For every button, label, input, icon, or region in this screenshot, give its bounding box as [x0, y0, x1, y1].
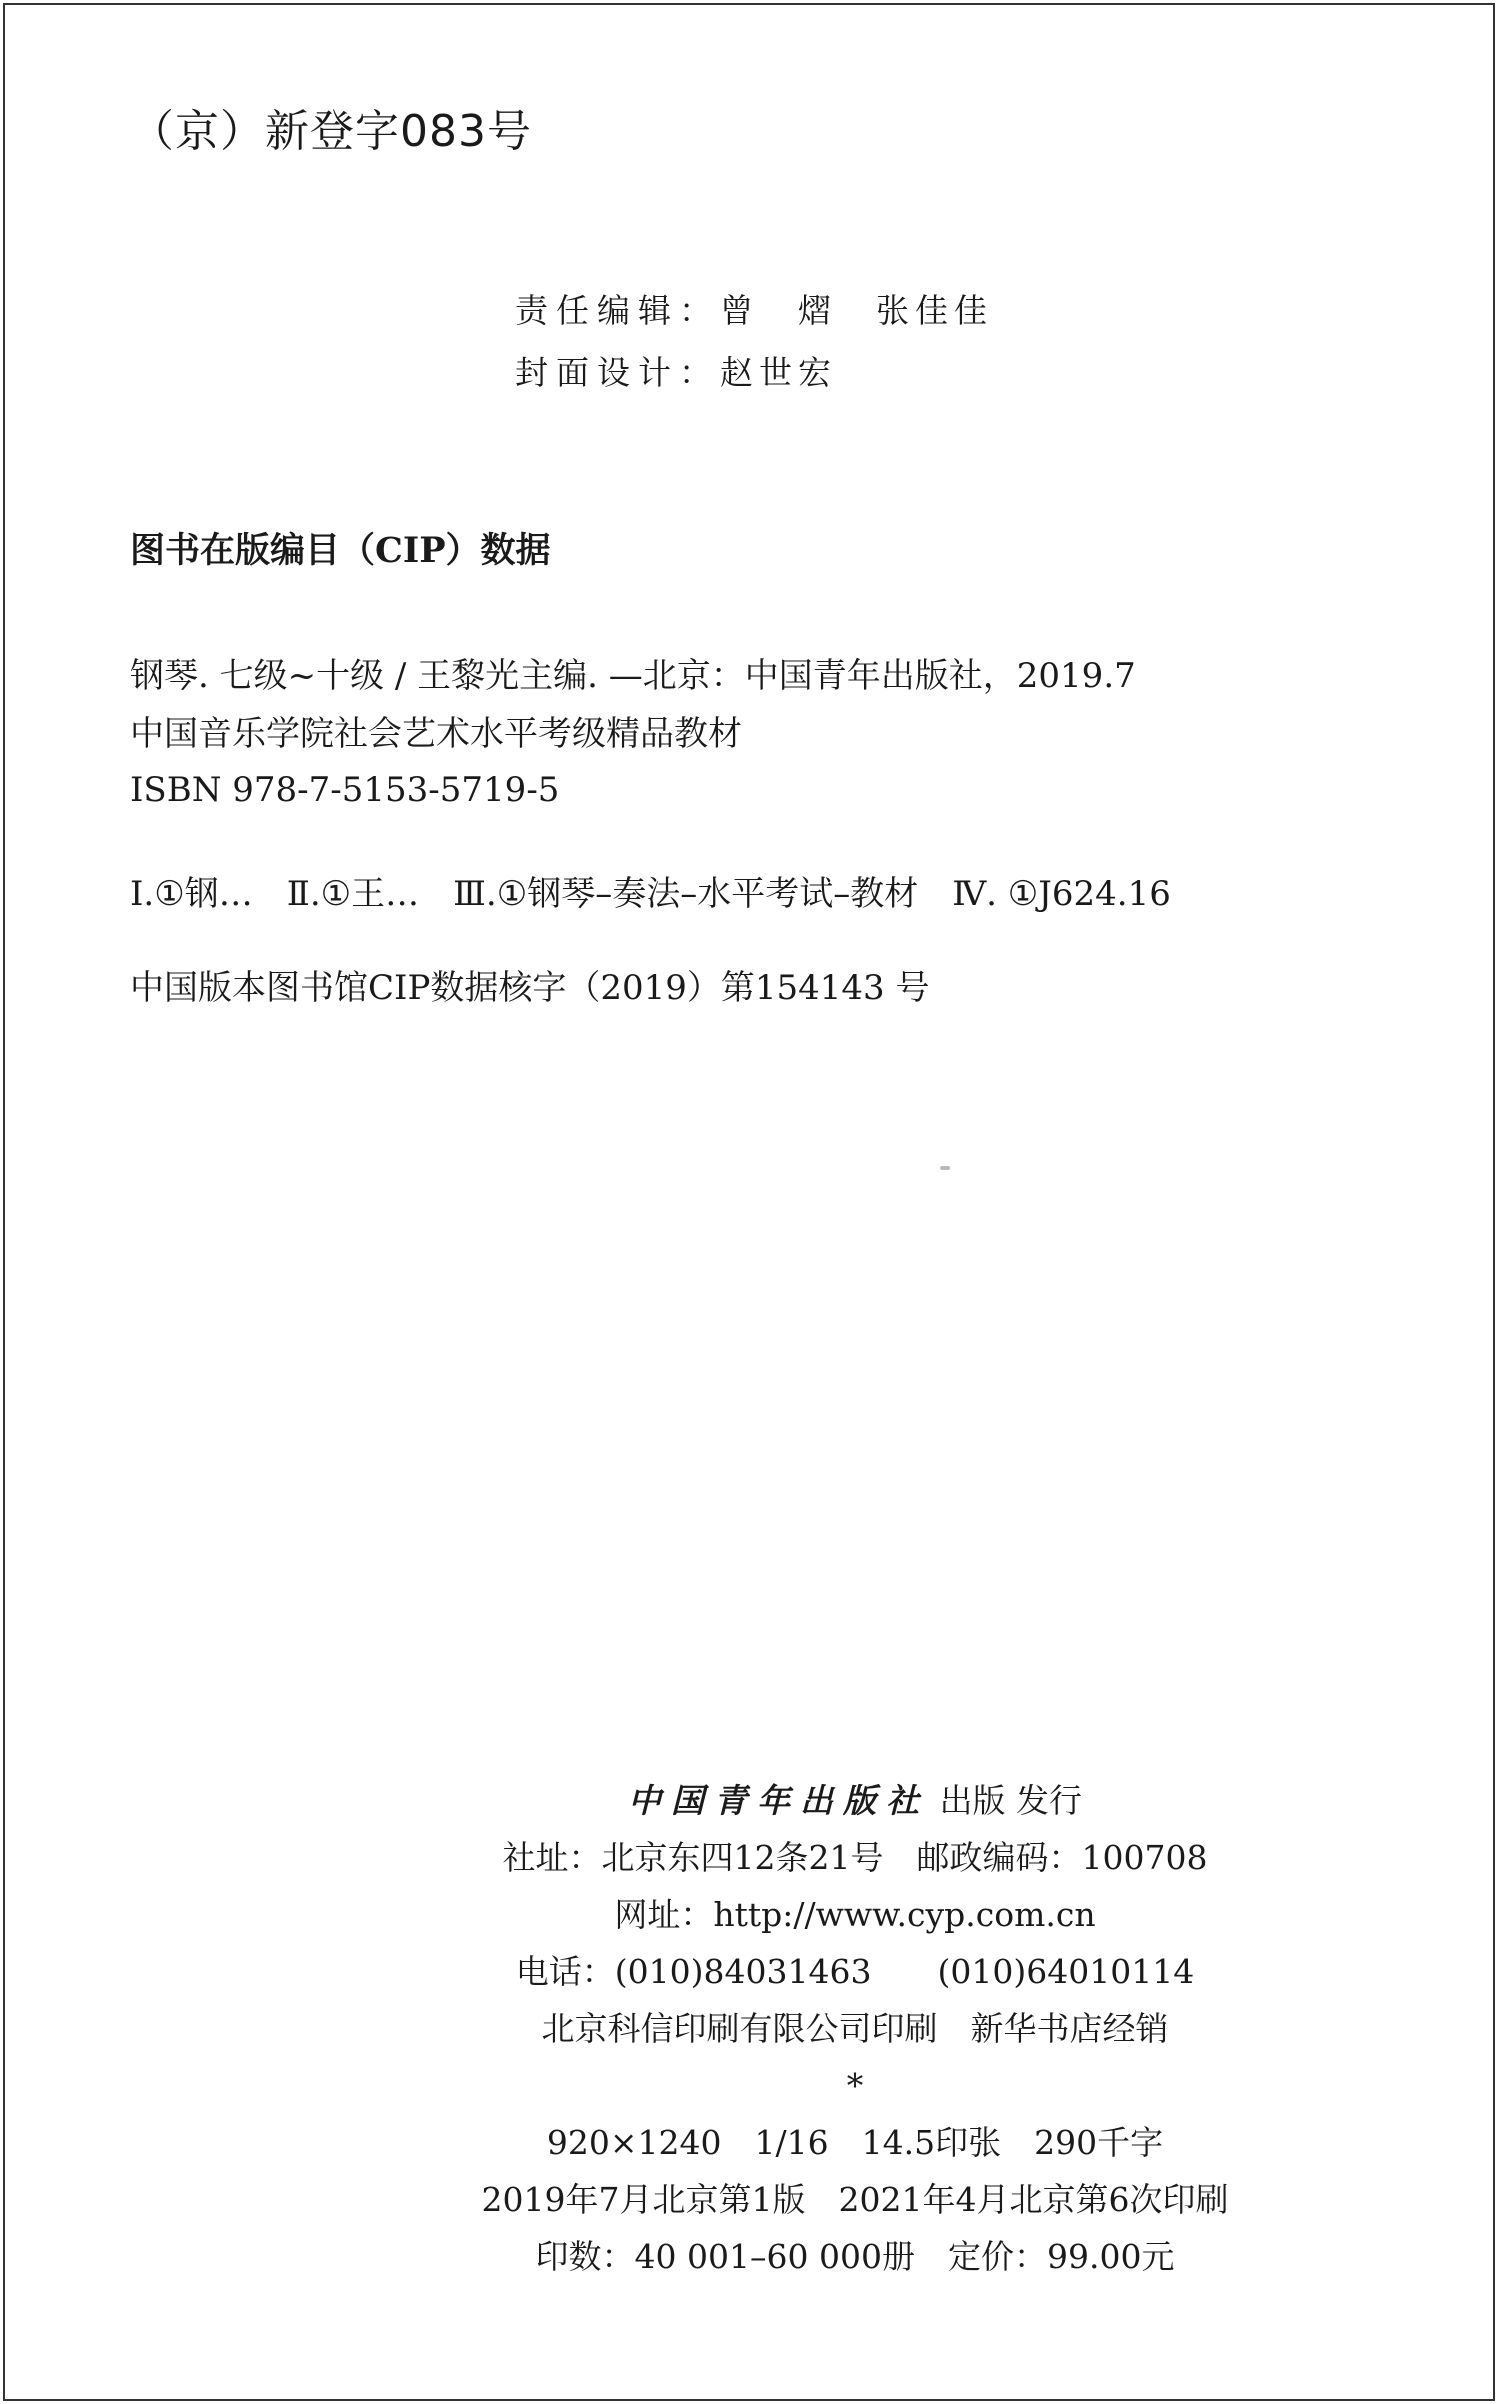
editor-credits [515, 280, 993, 404]
publisher-phone: 电话：(010)84031463 (010)64010114 [515, 1952, 1195, 1991]
cover-design-label: 封面设计： [515, 353, 720, 392]
separator-star: * [846, 2066, 864, 2105]
scan-speck [940, 1166, 950, 1170]
print-run-price: 印数：40 001–60 000册 定价：99.00元 [535, 2237, 1175, 2276]
edition-info: 2019年7月北京第1版 2021年4月北京第6次印刷 [481, 2180, 1229, 2219]
cip-title: 图书在版编目（CIP）数据 [130, 530, 551, 571]
colophon [460, 1772, 1250, 2285]
responsible-editor-row [515, 280, 993, 342]
cip-classification: Ⅰ.①钢… Ⅱ.①王… Ⅲ.①钢琴–奏法–水平考试–教材 Ⅳ. ①J624.16 [130, 874, 1171, 914]
cip-isbn: ISBN 978-7-5153-5719-5 [130, 770, 560, 810]
publisher-address: 社址：北京东四12条21号 邮政编码：100708 [502, 1838, 1208, 1877]
printer-line: 北京科信印刷有限公司印刷 新华书店经销 [541, 2009, 1169, 2048]
registration-number: （京）新登字083号 [130, 106, 532, 157]
publisher-suffix: 出版 发行 [939, 1781, 1082, 1820]
cip-book-line: 钢琴. 七级~十级 / 王黎光主编. —北京：中国青年出版社，2019.7 [130, 656, 1136, 696]
publisher-line [460, 1772, 1250, 1829]
cover-design-row [515, 342, 993, 404]
publisher-logo: 中国青年出版社 [628, 1781, 929, 1820]
responsible-editor-names: 曾 熠 张佳佳 [720, 291, 993, 330]
publisher-website: 网址：http://www.cyp.com.cn [614, 1895, 1096, 1934]
book-format: 920×1240 1/16 14.5印张 290千字 [546, 2123, 1164, 2162]
cover-design-name: 赵世宏 [720, 353, 837, 392]
cip-series-line: 中国音乐学院社会艺术水平考级精品教材 [130, 714, 742, 754]
cip-library-record: 中国版本图书馆CIP数据核字（2019）第154143 号 [130, 968, 930, 1008]
responsible-editor-label: 责任编辑： [515, 291, 720, 330]
